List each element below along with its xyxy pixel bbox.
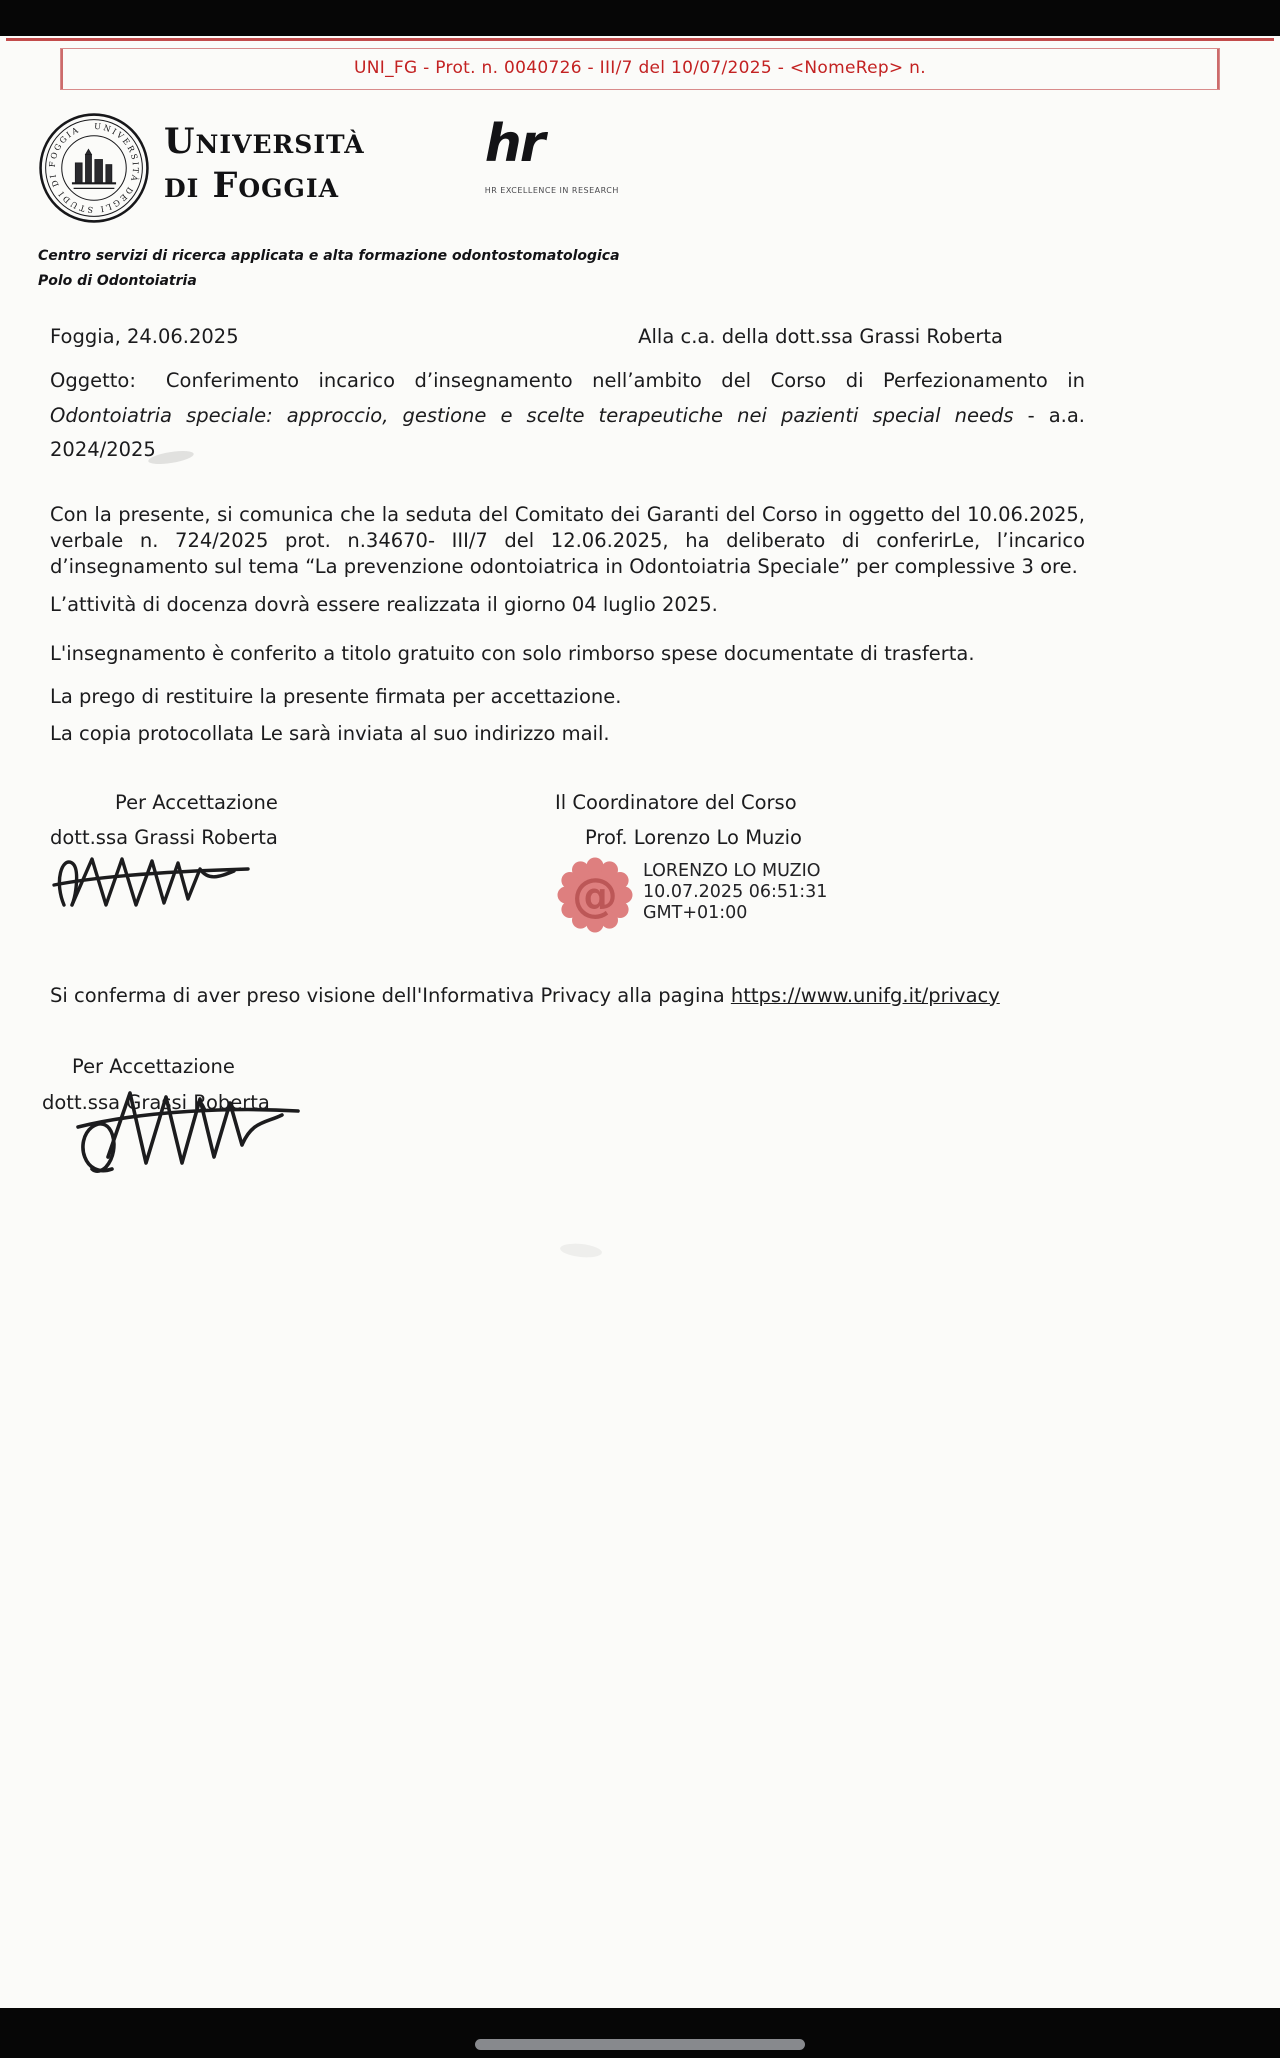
acceptance-footer — [42, 1055, 1085, 1225]
seal-ring-text: UNIVERSITÀ DEGLI STUDI DI FOGGIA — [47, 121, 141, 215]
department-line1: Centro servizi di ricerca applicata e alta formazione odontostomatologica — [38, 248, 620, 264]
place-date: Foggia, 24.06.2025 — [50, 325, 239, 348]
acceptance-title: Per Accettazione — [115, 790, 278, 814]
stamp-datetime: 10.07.2025 06:51:31 — [643, 881, 828, 902]
seal-building-illustration — [72, 149, 116, 188]
handwritten-signature-icon — [72, 1077, 302, 1182]
protocol-text: UNI_FG - Prot. n. 0040726 - III/7 del 10/07/2025 - <NomeRep> n. — [354, 58, 926, 78]
stamp-signer-name: LORENZO LO MUZIO — [643, 860, 821, 881]
protocol-banner — [60, 48, 1220, 90]
department-line2: Polo di Odontoiatria — [38, 272, 197, 289]
signature-row — [50, 791, 1085, 935]
coordinator-name: Prof. Lorenzo Lo Muzio — [585, 825, 802, 849]
stamp-timezone: GMT+01:00 — [643, 902, 748, 923]
hr-excellence-logo — [484, 114, 619, 195]
university-name — [164, 120, 365, 208]
letter-page — [0, 36, 1280, 2008]
subject-text: Conferimento incarico d’insegnamento nell’ambito del Corso di Perfezionamento in — [165, 369, 1085, 392]
privacy-text: Si conferma di aver preso visione dell'Informativa Privacy alla pagina — [50, 983, 731, 1007]
university-seal-icon — [38, 112, 150, 224]
body-paragraph-3: L'insegnamento è conferito a titolo gratuito con solo rimborso spese documentate di trasferta. — [50, 641, 975, 665]
handwritten-signature-icon — [52, 847, 252, 925]
coordinator-title: Il Coordinatore del Corso — [555, 790, 797, 814]
privacy-link[interactable]: https://www.unifg.it/privacy — [730, 983, 1000, 1007]
body-paragraph-5: La copia protocollata Le sarà inviata al suo indirizzo mail. — [50, 721, 610, 745]
page-top-rule — [6, 38, 1274, 41]
university-name-line2: di Foggia — [164, 164, 339, 206]
subject-paragraph — [50, 364, 1085, 468]
digital-stamp-row — [555, 855, 827, 935]
letter-body — [42, 325, 1086, 1225]
department-lines — [38, 244, 1280, 293]
body-paragraph-4: La prego di restituire la presente firmata per accettazione. — [50, 684, 622, 708]
home-indicator[interactable] — [475, 2039, 805, 2050]
privacy-note — [50, 979, 1085, 1013]
digital-stamp-text — [643, 861, 827, 924]
date-recipient-row — [50, 325, 1085, 348]
acceptance-footer-title: Per Accettazione — [72, 1055, 235, 1079]
scan-smudge — [559, 1242, 602, 1259]
digital-signature-stamp-icon — [555, 855, 635, 935]
acceptance-footer-name: dott.ssa Grassi Roberta — [42, 1091, 270, 1115]
coordinator-block — [555, 791, 827, 935]
acceptance-block — [50, 791, 370, 925]
subject-course-title: Odontoiatria speciale: approccio, gestione e scelte terapeutiche nei pazienti special needs — [50, 403, 1014, 427]
university-name-line1: Università — [164, 121, 365, 162]
svg-text:@: @ — [572, 867, 618, 922]
body-paragraph-1: Con la presente, si comunica che la seduta del Comitato dei Garanti del Corso in oggetto del 10.06.2025, verbale n. 724/2025 prot. n.34670- III/7 del 12.06.2025, ha deliberato di conferirLe, l’incarico d’insegnamento sul tema “La prevenzione odontoiatrica in Odontoiatria Speciale” per complessive 3 ore. — [50, 503, 1085, 578]
hr-logo-icon: hr — [484, 114, 544, 174]
subject-label: Oggetto: — [50, 369, 136, 392]
subject-tail: - a.a. 2024/2025 — [50, 403, 1086, 462]
acceptance-name: dott.ssa Grassi Roberta — [50, 825, 278, 849]
recipient: Alla c.a. della dott.ssa Grassi Roberta — [638, 325, 1003, 348]
letterhead — [38, 112, 1280, 224]
body-paragraph-2: L’attività di docenza dovrà essere realizzata il giorno 04 luglio 2025. — [50, 592, 718, 616]
hr-logo-caption: HR EXCELLENCE IN RESEARCH — [484, 186, 619, 195]
